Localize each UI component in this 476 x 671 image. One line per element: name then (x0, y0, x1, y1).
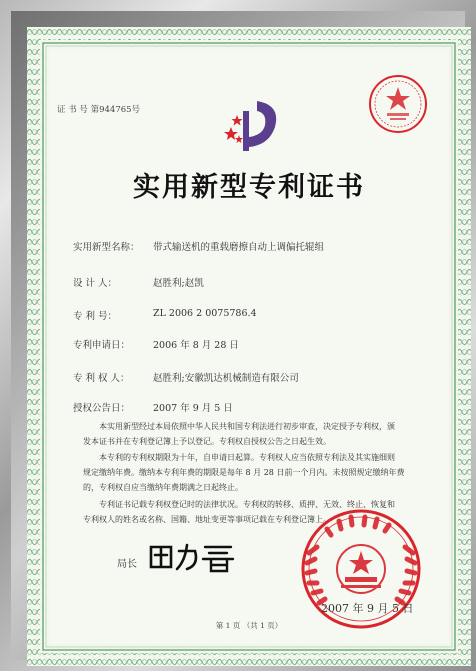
director-label: 局长 (117, 559, 137, 570)
body-line: 专利证书记载专利权登记时的法律状况。专利权的转移、质押、无效、终止、恢复和 (99, 500, 395, 509)
certificate-title: 实用新型专利证书 (133, 172, 365, 203)
body-line: 本实用新型经过本局依照中华人民共和国专利法进行初步审查，决定授予专利权，颁 (99, 422, 395, 431)
utility-name-label: 实用新型名称： (73, 242, 140, 253)
frame-inner-bevel (11, 11, 465, 660)
certificate-paper (27, 27, 471, 666)
patent-seal-small-icon (367, 73, 429, 135)
patent-holder-label: 专 利 权 人： (73, 373, 130, 384)
filing-date-label: 专利申请日： (73, 340, 131, 351)
stamp-date: 2007 年 9 月 5 日 (321, 602, 414, 615)
utility-name-value: 带式输送机的重载磨擦自动上调偏托辊组 (153, 242, 325, 253)
director-signature-icon (145, 541, 239, 573)
certificate-number: 证 书 号 第944765号 (57, 105, 141, 115)
grant-date-label: 授权公告日： (73, 403, 131, 414)
sipo-logo-icon (223, 97, 287, 153)
page-number: 第 1 页 （共 1 页） (215, 621, 283, 630)
patent-number-value: ZL 2006 2 0075786.4 (153, 308, 257, 319)
body-paragraph-1 (83, 419, 423, 449)
body-line: 规定缴纳年费。缴纳本专利年费的期限是每年 8 月 28 日前一个月内。未按照规定缴纳年费 (83, 468, 405, 477)
body-paragraph-2 (83, 450, 423, 495)
designer-value: 赵胜利;赵凯 (153, 278, 204, 289)
patent-holder-value: 赵胜利;安徽凯达机械制造有限公司 (153, 373, 299, 384)
designer-label: 设 计 人： (73, 278, 118, 289)
body-line: 本专利的专利权期限为十年，自申请日起算。专利权人应当依照专利法及其实施细则 (99, 453, 395, 462)
grant-date-value: 2007 年 9 月 5 日 (153, 403, 233, 414)
filing-date-value: 2006 年 8 月 28 日 (153, 340, 239, 351)
body-line: 发本证书并在专利登记簿上予以登记。专利权自授权公告之日起生效。 (83, 437, 331, 446)
patent-number-label: 专 利 号： (73, 311, 118, 322)
body-line: 专利权人的姓名或名称、国籍、地址变更等事项记载在专利登记簿上。 (83, 515, 331, 524)
body-line: 的，专利权自应当缴纳年费期满之日起终止。 (83, 483, 243, 492)
